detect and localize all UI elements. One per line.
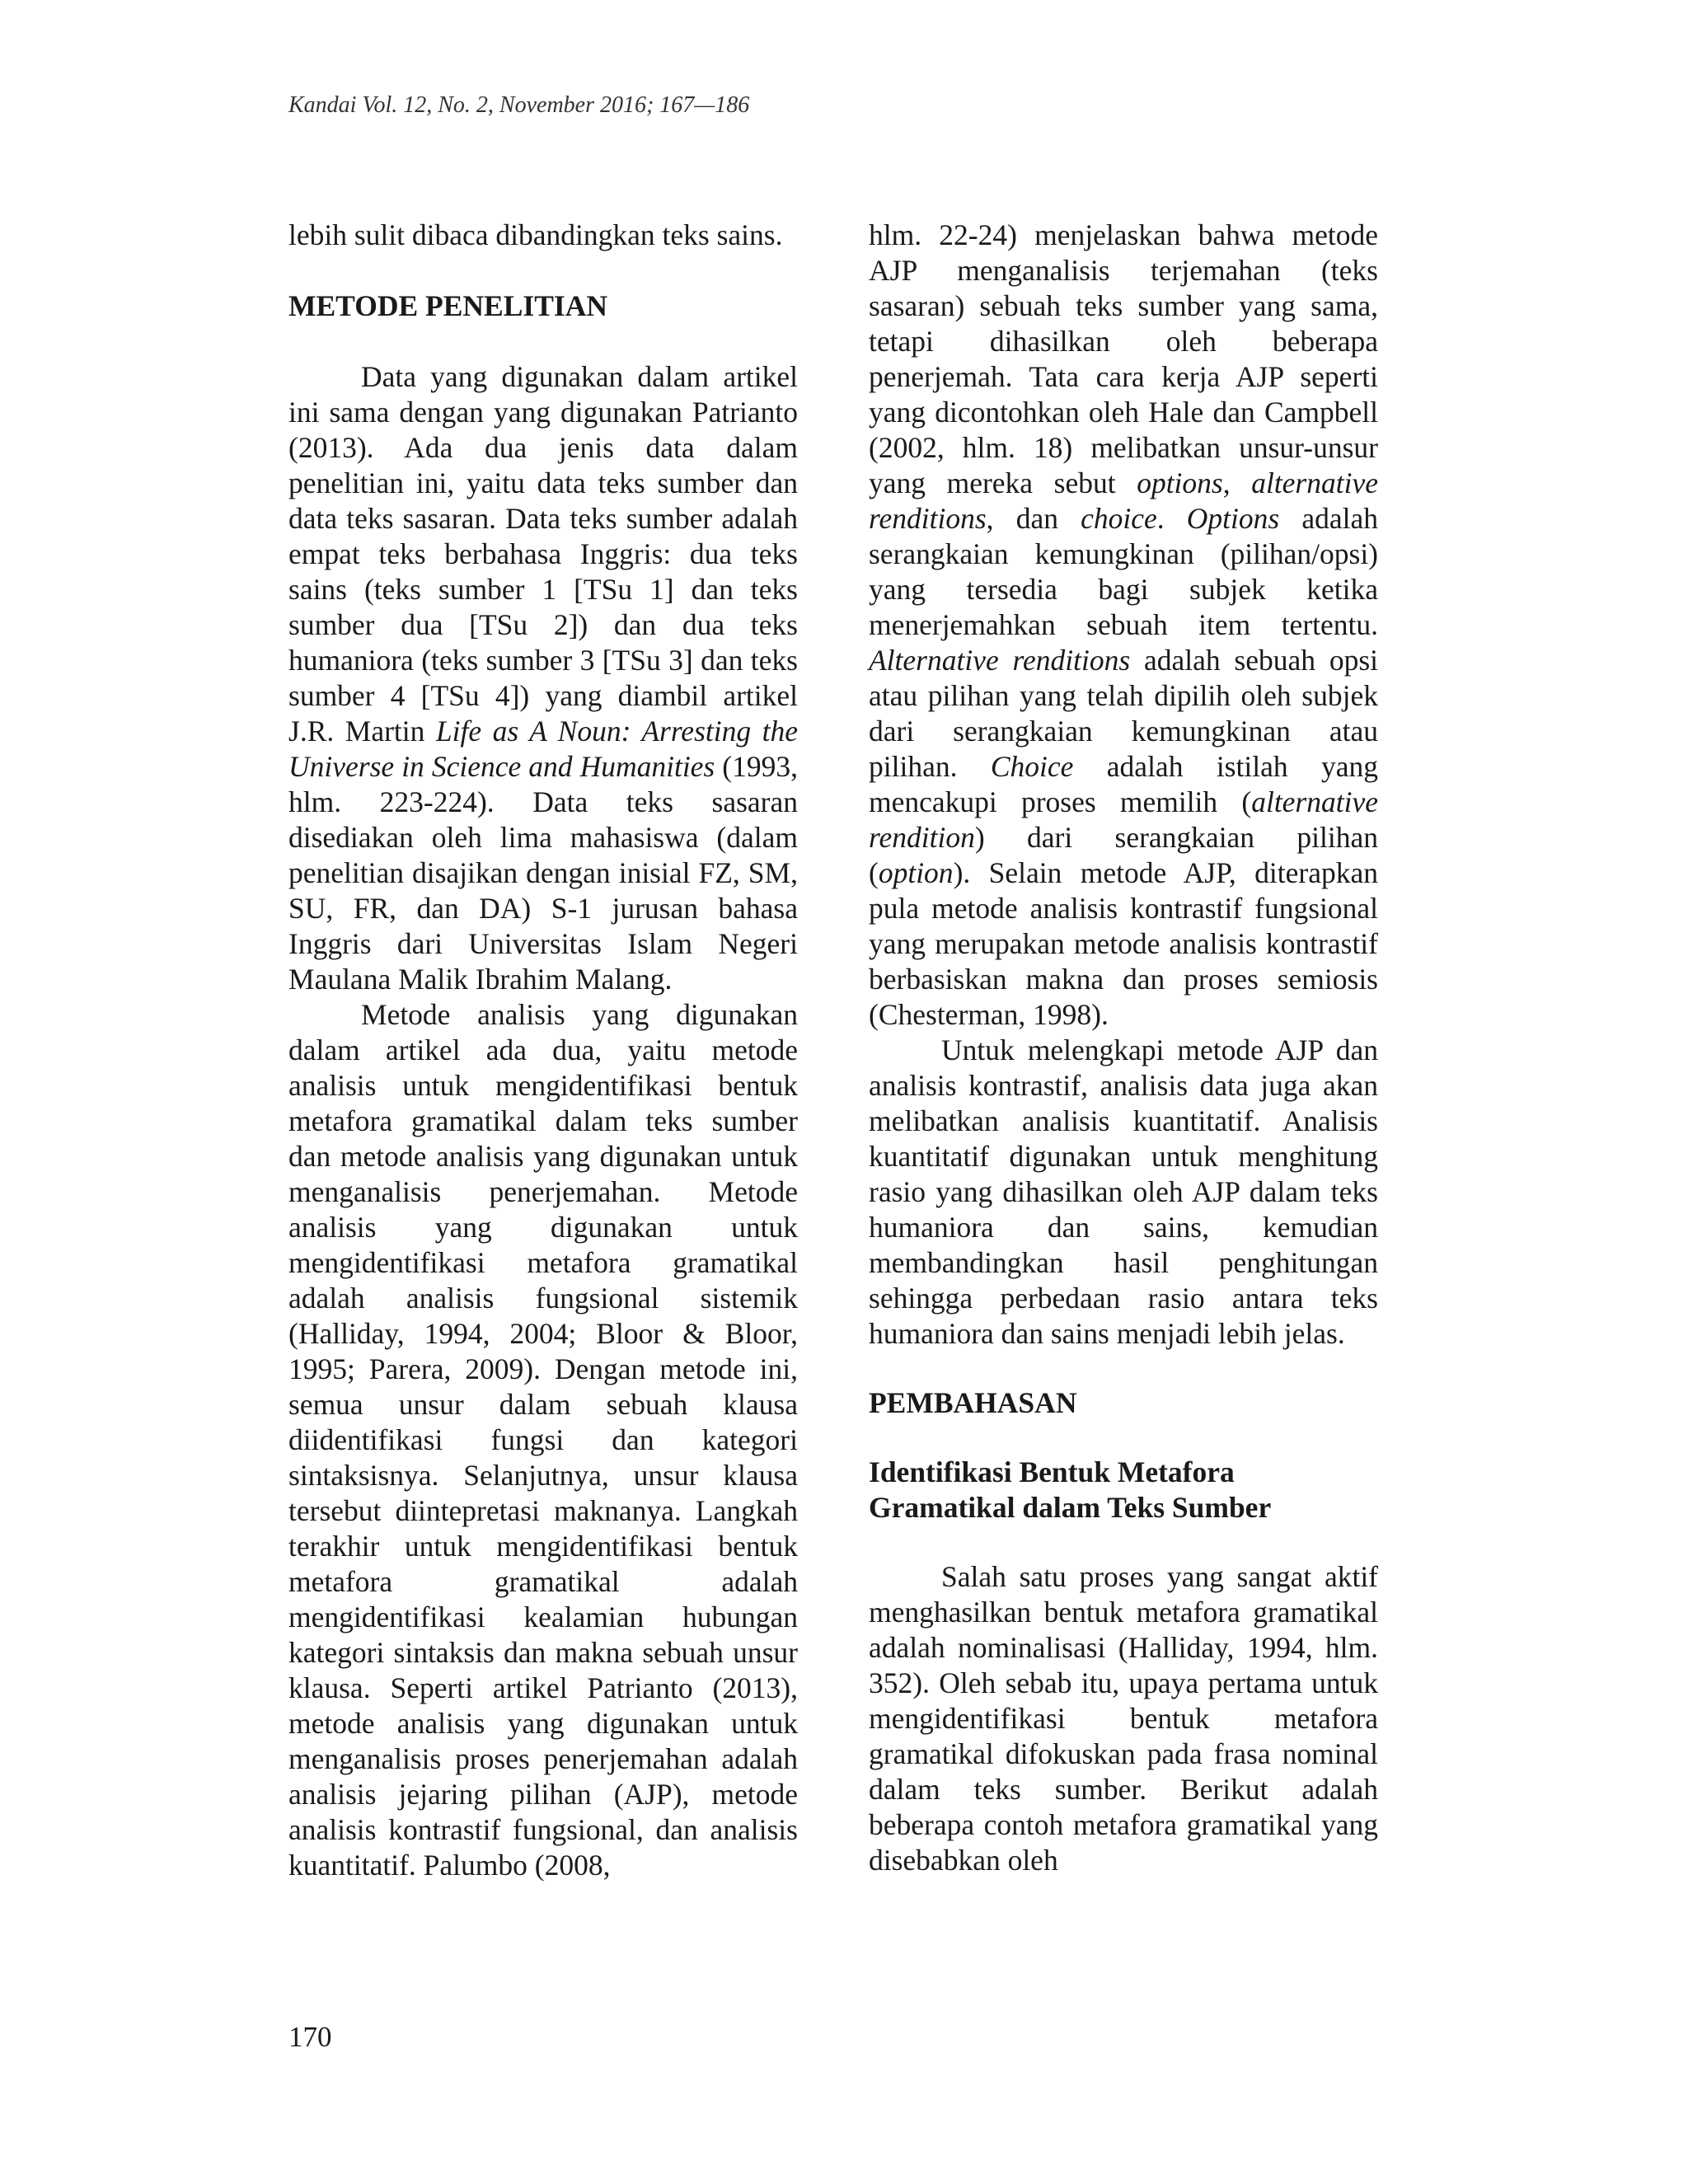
subsection-heading (869, 1455, 1378, 1526)
section-heading-metode: METODE PENELITIAN (288, 289, 607, 322)
subsection-heading-line-1: Identifikasi Bentuk Metafora (869, 1455, 1235, 1488)
section-heading-pembahasan: PEMBAHASAN (869, 1386, 1077, 1419)
paragraph-ajp: hlm. 22-24) menjelaskan bahwa metode AJP menganalisis terjemahan (teks sasaran) sebuah teks sumber yang sama, tetapi dihasilkan oleh beberapa penerjemah. Tata cara kerja AJP seperti yang dicontohkan oleh Hale dan Campbell (2002, hlm. 18) melibatkan unsur-unsur yang mereka sebut options, alternative renditions, dan choice. Options adalah serangkaian kemungkinan (pilihan/opsi) yang tersedia bagi subjek ketika menerjemahkan sebuah item tertentu. Alternative renditions adalah sebuah opsi atau pilihan yang telah dipilih oleh subjek dari serangkaian kemungkinan atau pilihan. Choice adalah istilah yang mencakupi proses memilih (alternative rendition) dari serangkaian pilihan (option). Selain metode AJP, diterapkan pula metode analisis kontrastif fungsional yang merupakan metode analisis kontrastif berbasiskan makna dan proses semiosis (Chesterman, 1998). (869, 218, 1378, 1031)
left-column (288, 218, 798, 1883)
paragraph-data: Data yang digunakan dalam artikel ini sama dengan yang digunakan Patrianto (2013). Ada dua jenis data dalam penelitian ini, yaitu data teks sumber dan data teks sasaran. Data teks sumber adalah empat teks berbahasa Inggris: dua teks sains (teks sumber 1 [TSu 1] dan teks sumber dua [TSu 2]) dan dua teks humaniora (teks sumber 3 [TSu 3] dan teks sumber 4 [TSu 4]) yang diambil artikel J.R. Martin Life as A Noun: Arresting the Universe in Science and Humanities (1993, hlm. 223-224). Data teks sasaran disediakan oleh lima mahasiswa (dalam penelitian disajikan dengan inisial FZ, SM, SU, FR, dan DA) S-1 jurusan bahasa Inggris dari Universitas Islam Negeri Maulana Malik Ibrahim Malang. (288, 360, 799, 996)
right-column (869, 218, 1378, 1878)
paragraph-kuantitatif: Untuk melengkapi metode AJP dan analisis kontrastif, analisis data juga akan melibatkan analisis kuantitatif. Analisis kuantitatif digunakan untuk menghitung rasio yang dihasilkan oleh AJP dalam teks humaniora dan sains, kemudian membandingkan hasil penghitungan sehingga perbedaan rasio antara teks humaniora dan sains menjadi lebih jelas. (869, 1033, 1378, 1350)
paragraph-metode-analisis: Metode analisis yang digunakan dalam artikel ada dua, yaitu metode analisis untuk mengidentifikasi bentuk metafora gramatikal dalam teks sumber dan metode analisis yang digunakan untuk menganalisis penerjemahan. Metode analisis yang digunakan untuk mengidentifikasi metafora gramatikal adalah analisis fungsional sistemik (Halliday, 1994, 2004; Bloor & Bloor, 1995; Parera, 2009). Dengan metode ini, semua unsur dalam sebuah klausa diidentifikasi fungsi dan kategori sintaksisnya. Selanjutnya, unsur klausa tersebut diintepretasi maknanya. Langkah terakhir untuk mengidentifikasi bentuk metafora gramatikal adalah mengidentifikasi kealamian hubungan kategori sintaksis dan makna sebuah unsur klausa. Seperti artikel Patrianto (2013), metode analisis yang digunakan untuk menganalisis proses penerjemahan adalah analisis jejaring pilihan (AJP), metode analisis kontrastif fungsional, dan analisis kuantitatif. Palumbo (2008, (288, 998, 798, 1882)
page-number: 170 (288, 2021, 332, 2053)
paragraph-intro-continued: lebih sulit dibaca dibandingkan teks sains. (288, 218, 783, 251)
paragraph-nominalisasi: Salah satu proses yang sangat aktif menghasilkan bentuk metafora gramatikal adalah nominalisasi (Halliday, 1994, hlm. 352). Oleh sebab itu, upaya pertama untuk mengidentifikasi bentuk metafora gramatikal difokuskan pada frasa nominal dalam teks sumber. Berikut adalah beberapa contoh metafora gramatikal yang disebabkan oleh (869, 1560, 1378, 1877)
subsection-heading-line-2: Gramatikal dalam Teks Sumber (869, 1491, 1272, 1524)
running-head: Kandai Vol. 12, No. 2, November 2016; 167—186 (288, 92, 750, 118)
